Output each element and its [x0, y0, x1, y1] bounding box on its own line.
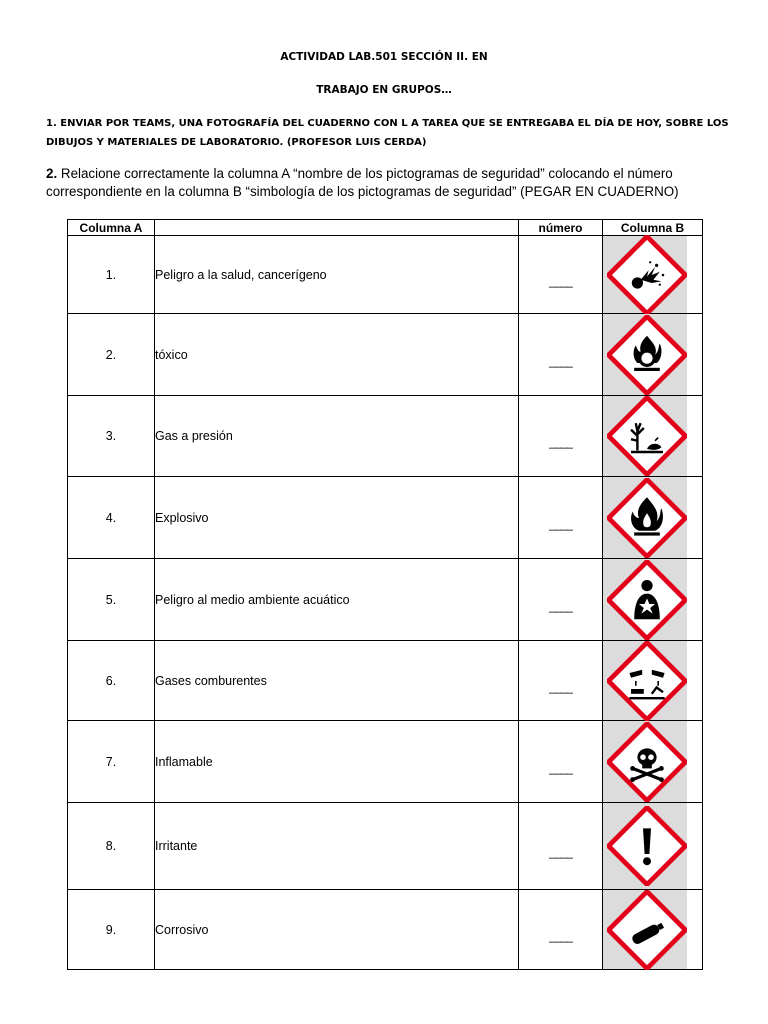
answer-line: ____ [549, 435, 572, 449]
answer-line: ____ [549, 679, 572, 694]
answer-line: ____ [549, 516, 572, 531]
health-hazard-icon [607, 560, 687, 640]
row-index: 6. [68, 641, 155, 721]
table-header-row [68, 220, 703, 236]
flame-icon-graphic [607, 478, 687, 558]
row-index: 7. [68, 721, 155, 803]
environment-icon-graphic [607, 396, 687, 476]
document-title: ACTIVIDAD LAB.501 SECCIÓN II. EN [280, 51, 488, 63]
answer-line: ____ [549, 273, 572, 288]
row-name: Peligro al medio ambiente acuático [155, 559, 519, 641]
row-index: 9. [68, 890, 155, 970]
table-row [68, 721, 703, 803]
answer-line: ____ [549, 760, 572, 775]
pictogram-cell [603, 890, 703, 970]
row-name: tóxico [155, 314, 519, 396]
answer-blank[interactable] [519, 314, 603, 396]
row-index: 1. [68, 236, 155, 314]
row-name: Irritante [155, 803, 519, 890]
table-row [68, 396, 703, 477]
pictogram-cell [603, 477, 703, 559]
pictogram-table [67, 219, 703, 970]
table-row [68, 314, 703, 396]
instruction-1: 1. ENVIAR POR TEAMS, UNA FOTOGRAFÍA DEL CUADERNO CON L A TAREA QUE SE ENTREGABA EL DÍA DE HOY, SOBRE LOS DIBUJOS Y MATERIALES DE LABORATORIO. (PROFESOR LUIS CERDA) [46, 118, 729, 148]
instruction-2 [46, 165, 746, 201]
answer-blank[interactable] [519, 396, 603, 477]
instruction-2-number: 2. [46, 166, 58, 181]
document-subtitle: TRABAJO EN GRUPOS… [316, 84, 452, 96]
row-index: 3. [68, 396, 155, 477]
row-name: Peligro a la salud, cancerígeno [155, 236, 519, 314]
oxidizer-icon-graphic [607, 315, 687, 395]
exclamation-icon-graphic [607, 806, 687, 886]
pictogram-cell [603, 396, 703, 477]
explosive-icon [607, 235, 687, 315]
exclamation-icon [607, 806, 687, 886]
answer-blank[interactable] [519, 641, 603, 721]
row-index: 8. [68, 803, 155, 890]
answer-blank[interactable] [519, 721, 603, 803]
answer-blank[interactable] [519, 890, 603, 970]
environment-icon [607, 396, 687, 476]
answer-blank[interactable] [519, 559, 603, 641]
row-index: 5. [68, 559, 155, 641]
explosive-icon-graphic [607, 235, 687, 315]
row-index: 4. [68, 477, 155, 559]
pictogram-cell [603, 314, 703, 396]
gas-cylinder-icon [607, 890, 687, 970]
table-row [68, 559, 703, 641]
header-numero: número [519, 220, 603, 236]
answer-line: ____ [549, 845, 572, 859]
header-column-a: Columna A [68, 220, 155, 236]
corrosive-icon [607, 641, 687, 721]
gas-cylinder-icon-graphic [607, 890, 687, 970]
pictogram-cell [603, 803, 703, 890]
oxidizer-icon [607, 315, 687, 395]
answer-blank[interactable] [519, 803, 603, 890]
row-index: 2. [68, 314, 155, 396]
table-row [68, 236, 703, 314]
flame-icon [607, 478, 687, 558]
table-row [68, 890, 703, 970]
row-name: Corrosivo [155, 890, 519, 970]
skull-crossbones-icon [607, 722, 687, 802]
corrosive-icon-graphic [607, 641, 687, 721]
pictogram-cell [603, 559, 703, 641]
health-hazard-icon-graphic [607, 560, 687, 640]
answer-line: ____ [549, 353, 572, 368]
answer-blank[interactable] [519, 477, 603, 559]
skull-crossbones-icon-graphic [607, 722, 687, 802]
answer-line: ____ [549, 598, 572, 613]
table-row [68, 803, 703, 890]
table-row [68, 641, 703, 721]
pictogram-cell [603, 641, 703, 721]
row-name: Inflamable [155, 721, 519, 803]
row-name: Gases comburentes [155, 641, 519, 721]
table-row [68, 477, 703, 559]
pictogram-cell [603, 236, 703, 314]
header-column-b: Columna B [603, 220, 703, 236]
row-name: Gas a presión [155, 396, 519, 477]
row-name: Explosivo [155, 477, 519, 559]
header-name [155, 220, 519, 236]
pictogram-cell [603, 721, 703, 803]
answer-blank[interactable] [519, 236, 603, 314]
instruction-2-text: Relacione correctamente la columna A “nombre de los pictogramas de seguridad” colocando el número correspondiente en la columna B “simbología de los pictogramas de seguridad” (PEGAR EN CUADERNO) [46, 166, 679, 199]
answer-line: ____ [549, 928, 572, 943]
